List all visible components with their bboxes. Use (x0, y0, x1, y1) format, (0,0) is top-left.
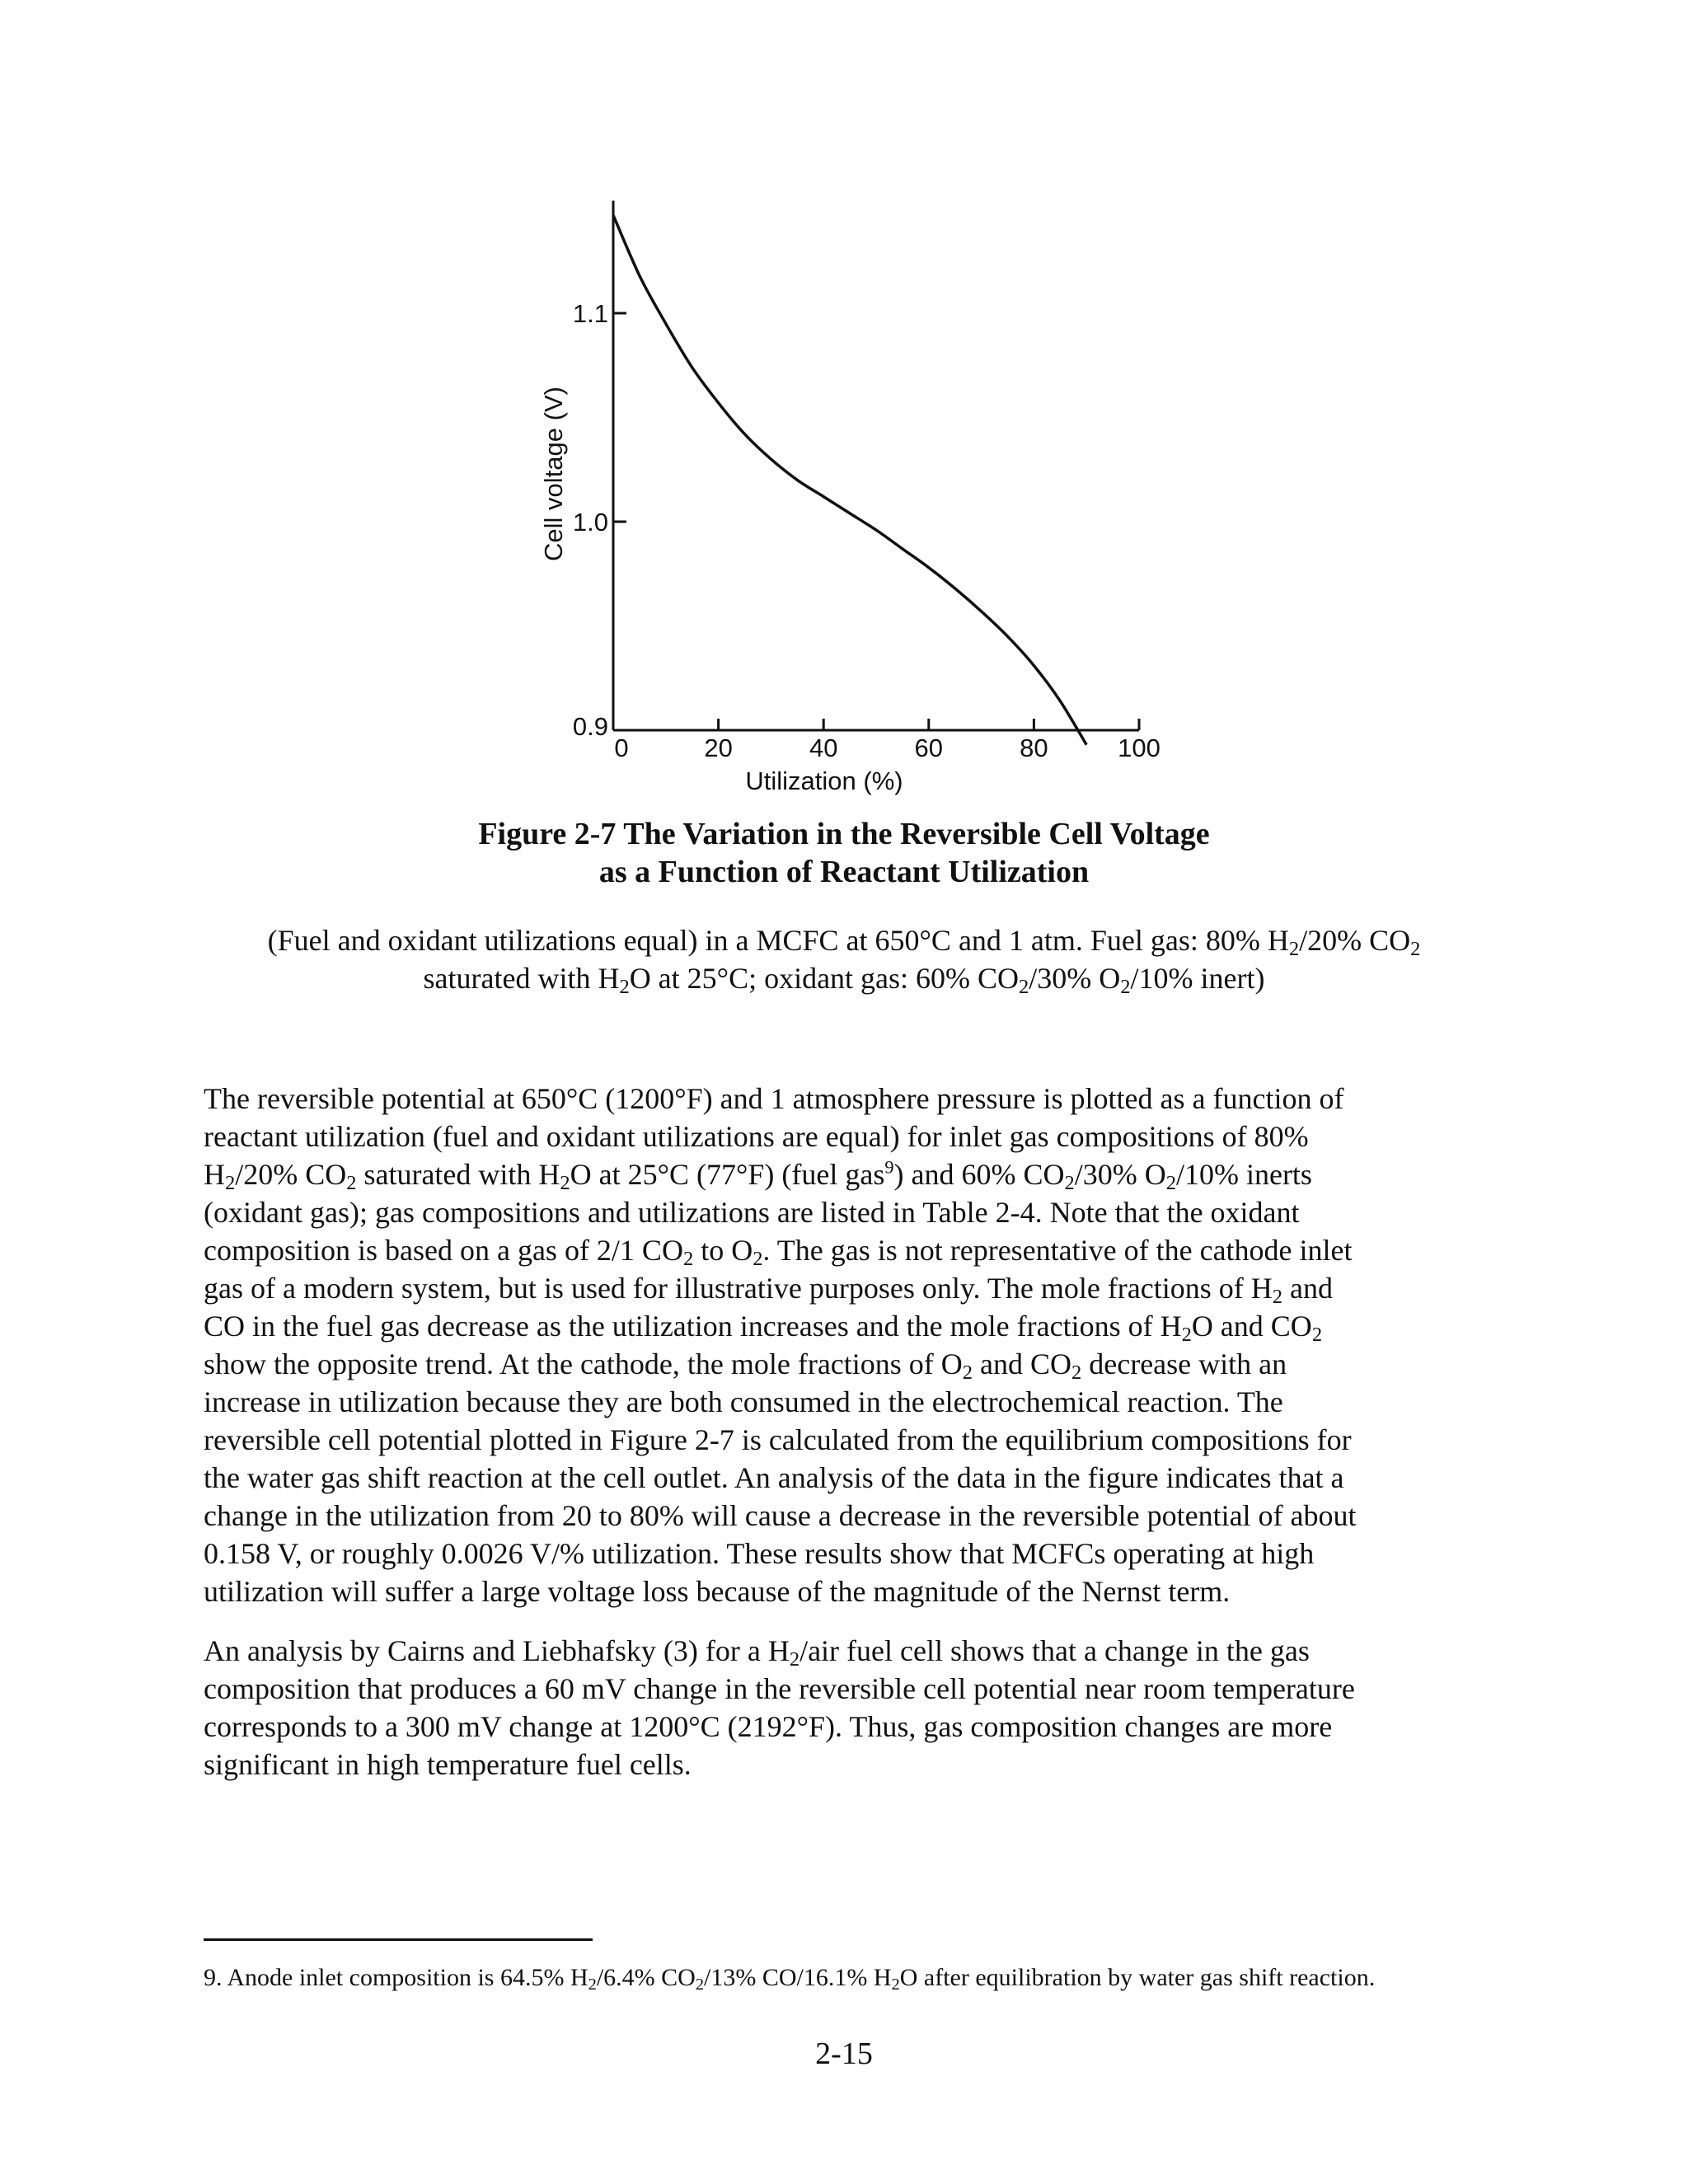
chart-series (613, 215, 1086, 745)
note-line-1: (Fuel and oxidant utilizations equal) in a MCFC at 650°C and 1 atm. Fuel gas: 80% $H_2/20\%$ $CO_2$ (267, 924, 1421, 961)
x-tick-label-100: 100 (1118, 733, 1160, 762)
y-tick-label-1: 1.0 (572, 508, 608, 537)
footnote-separator (204, 1938, 593, 1941)
x-axis-label: Utilization (%) (745, 766, 903, 795)
body-paragraph-1: The reversible potential at 650°C (1200°F) and 1 atmosphere pressure is plotted as a function of reactant utilization (fuel and oxidant utilizations are equal) for inlet gas compositions of 80% $H_2/20\%$ $CO_2$ saturated with $H_2O$ at 25°C (77°F) (fuel gas$^9$) and 60% $CO_2/30\%$ $O_2/10\%$ inerts (oxidant gas); gas compositions and utilizations are listed in Table 2-4. Note that the oxidant composition is based on a gas of 2/1 $CO_2$ to $O_2$. The gas is not representative of the cathode inlet gas of a modern system, but is used for illustrative purposes only. The mole fractions of $H_2$ and CO in the fuel gas decrease as the utilization increases and the mole fractions of $H_2O$ and $CO_2$ show the opposite trend. At the cathode, the mole fractions of $O_2$ and $CO_2$ decrease with an increase in utilization because they are both consumed in the electrochemical reaction. The reversible cell potential plotted in Figure 2-7 is calculated from the equilibrium compositions for the water gas shift reaction at the cell outlet. An analysis of the data in the figure indicates that a change in the utilization from 20 to 80% will cause a decrease in the reversible potential of about 0.158 V, or roughly 0.0026 V/% utilization. These results show that MCFCs operating at high utilization will suffer a large voltage loss because of the magnitude of the Nernst term. (204, 1082, 1357, 1608)
figure-note (165, 921, 1523, 997)
figure-caption-line-2: as a Function of Reactant Utilization (598, 855, 1090, 889)
x-tick-label-60: 60 (914, 733, 944, 762)
series-line-0 (613, 215, 1086, 745)
chart-ticks (613, 313, 1139, 730)
x-tick-label-80: 80 (1020, 733, 1048, 762)
y-tick-label-0.9: 0.9 (572, 712, 608, 741)
figure-caption-line-1: Figure 2-7 The Variation in the Reversible Cell Voltage (478, 817, 1210, 851)
body-paragraph-2: An analysis by Cairns and Liebhafsky (3) for a $H_2$/air fuel cell shows that a change in the gas composition that produces a 60 mV change in the reversible cell potential near room temperature corresponds to a 300 mV change at 1200°C (2192°F). Thus, gas composition changes are more significant in high temperature fuel cells. (204, 1634, 1355, 1781)
page-number: 2-15 (815, 2036, 873, 2071)
utilization-voltage-chart (0, 0, 1688, 824)
footnote-9: 9. Anode inlet composition is 64.5% $H_2/6.4\%$ $CO_2/13\%$ CO/16.1% $H_2O$ after equilibration by water gas shift reaction. (204, 1964, 1376, 1994)
x-tick-label-20: 20 (704, 733, 733, 762)
note-line-2: saturated with $H_2O$ at 25°C; oxidant gas: 60% $CO_2/30\%$ $O_2/10\%$ inert) (423, 962, 1265, 999)
y-tick-label-1.1: 1.1 (572, 299, 608, 328)
chart-tick-labels (573, 299, 1160, 762)
y-axis-label: Cell voltage (V) (539, 387, 568, 561)
x-tick-label-0: 0 (614, 733, 629, 762)
chart-axes (613, 201, 1139, 731)
x-tick-label-40: 40 (809, 733, 838, 762)
footnote-ref[interactable]: 9 (884, 1156, 894, 1178)
